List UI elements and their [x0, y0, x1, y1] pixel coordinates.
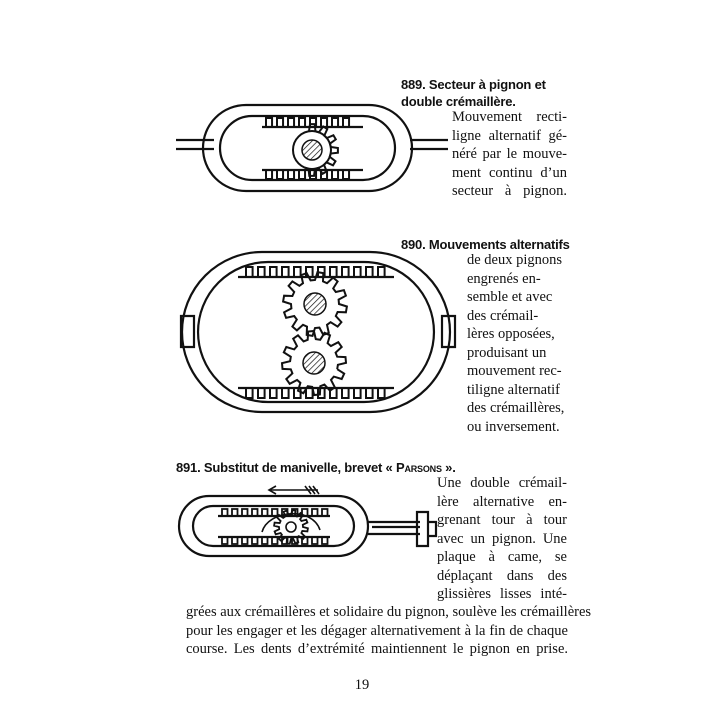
- body-line: Une double crémail-: [437, 475, 567, 491]
- heading-name: Parsons: [395, 460, 442, 475]
- direction-arrow-icon: [269, 486, 319, 494]
- body-line: glissières lisses inté-: [437, 586, 567, 602]
- heading-line: double crémaillère.: [401, 94, 516, 109]
- end-cap: [417, 512, 436, 546]
- body-line: Mouvement recti-: [452, 109, 567, 125]
- body-line: course. Les dents d’extrémité maintiennent le pignon en prise.: [186, 641, 568, 657]
- body-line: engrenés en-: [467, 270, 541, 287]
- rod: [368, 522, 420, 534]
- body-line: lère alternative en-: [437, 493, 567, 510]
- body-line: semble et avec: [467, 289, 553, 305]
- body-line: des crémail-: [467, 307, 539, 324]
- page-number: 19: [354, 677, 370, 693]
- body-line: mouvement rec-: [467, 363, 562, 379]
- body-line: pour les engager et les dégager alternativement à la fin de chaque: [186, 622, 568, 639]
- section-890-heading: 890. Mouvements alternatifs: [401, 237, 570, 252]
- body-line: grenant tour à tour: [437, 512, 567, 528]
- heading-line: 889. Secteur à pignon et: [401, 77, 546, 92]
- body-line: lères opposées,: [467, 326, 555, 342]
- heading-prefix: 891. Substitut de manivelle, brevet «: [176, 460, 396, 475]
- pinion: [274, 510, 308, 544]
- body-line: néré par le mouve-: [452, 146, 567, 162]
- pinion-hub: [286, 522, 296, 532]
- body-line: des crémaillères,: [467, 400, 565, 416]
- body-line: tiligne alternatif: [467, 381, 561, 398]
- body-line: ment continu d’un: [452, 164, 567, 181]
- body-line: grées aux crémaillères et solidaire du pignon, soulève les crémaillères: [186, 604, 592, 620]
- body-line: produisant un: [467, 344, 547, 361]
- body-line: ligne alternatif gé-: [452, 127, 567, 144]
- body-line: ou inversement.: [467, 418, 560, 435]
- body-line: de deux pignons: [467, 252, 563, 268]
- body-line: avec un pignon. Une: [437, 530, 567, 547]
- body-line: secteur à pignon.: [452, 183, 567, 199]
- body-line: plaque à came, se: [437, 549, 567, 565]
- heading-suffix: ».: [441, 460, 456, 475]
- body-line: déplaçant dans des: [437, 567, 567, 584]
